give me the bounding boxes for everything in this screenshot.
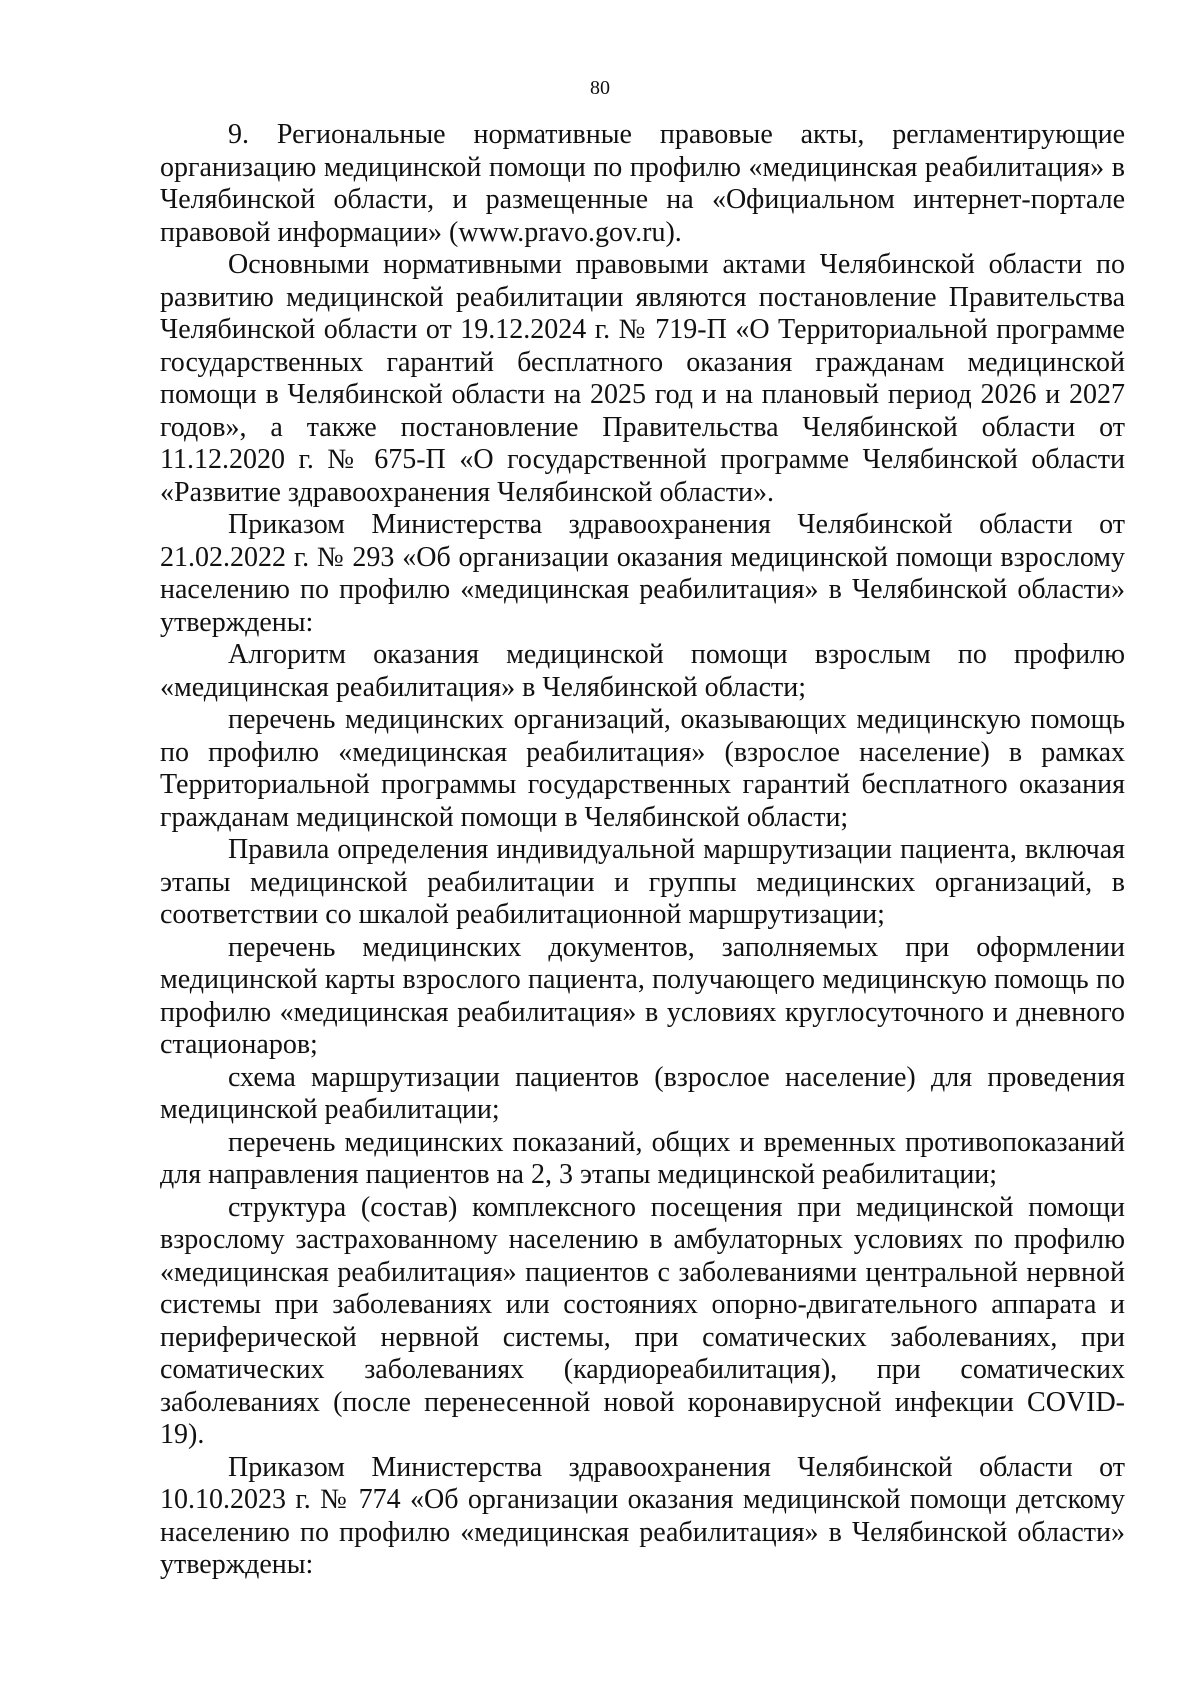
paragraph-order-774: Приказом Министерства здравоохранения Челябинской области от 10.10.2023 г. № 774 «Об организации оказания медицинской помощи детскому населению по профилю «медицинская реабилитация» в Челябинской области» утверждены:	[160, 1451, 1125, 1580]
paragraph-order-293: Приказом Министерства здравоохранения Челябинской области от 21.02.2022 г. № 293 «Об организации оказания медицинской помощи взрослому населению по профилю «медицинская реабилитация» в Челябинской области» утверждены:	[160, 509, 1125, 638]
paragraph-regional-acts: 9. Региональные нормативные правовые акты, регламентирующие организацию медицинской помощи по профилю «медицинская реабилитация» в Челябинской области, и размещенные на «Официальном интернет-портале правовой информации» (www.pravo.gov.ru).	[160, 119, 1125, 248]
document-body	[160, 119, 1125, 1582]
paragraph-visit-structure: структура (состав) комплексного посещения при медицинской помощи взрослому застрахованному населению в амбулаторных условиях по профилю «медицинская реабилитация» пациентов с заболеваниями центральной нервной системы при заболеваниях или состояниях опорно-двигательного аппарата и периферической нервной системы, при соматических заболеваниях, при соматических заболеваниях (кардиореабилитация), при соматических заболеваниях (после перенесенной новой коронавирусной инфекции COVID-19).	[160, 1191, 1125, 1450]
paragraph-indications-list: перечень медицинских показаний, общих и временных противопоказаний для направления пациентов на 2, 3 этапы медицинской реабилитации;	[160, 1126, 1125, 1190]
page-number: 80	[590, 77, 610, 99]
paragraph-routing-rules: Правила определения индивидуальной маршрутизации пациента, включая этапы медицинской реабилитации и группы медицинских организаций, в соответствии со шкалой реабилитационной маршрутизации;	[160, 834, 1125, 930]
paragraph-main-acts: Основными нормативными правовыми актами Челябинской области по развитию медицинской реабилитации являются постановление Правительства Челябинской области от 19.12.2024 г. № 719-П «О Территориальной программе государственных гарантий бесплатного оказания гражданам медицинской помощи в Челябинской области на 2025 год и на плановый период 2026 и 2027 годов», а также постановление Правительства Челябинской области от 11.12.2020 г. № 675-П «О государственной программе Челябинской области «Развитие здравоохранения Челябинской области».	[160, 249, 1125, 508]
paragraph-routing-scheme: схема маршрутизации пациентов (взрослое население) для проведения медицинской реабилитации;	[160, 1061, 1125, 1125]
paragraph-algorithm: Алгоритм оказания медицинской помощи взрослым по профилю «медицинская реабилитация» в Челябинской области;	[160, 639, 1125, 703]
paragraph-organizations-list: перечень медицинских организаций, оказывающих медицинскую помощь по профилю «медицинская реабилитация» (взрослое население) в рамках Территориальной программы государственных гарантий бесплатного оказания гражданам медицинской помощи в Челябинской области;	[160, 704, 1125, 833]
paragraph-documents-list: перечень медицинских документов, заполняемых при оформлении медицинской карты взрослого пациента, получающего медицинскую помощь по профилю «медицинская реабилитация» в условиях круглосуточного и дневного стационаров;	[160, 931, 1125, 1060]
